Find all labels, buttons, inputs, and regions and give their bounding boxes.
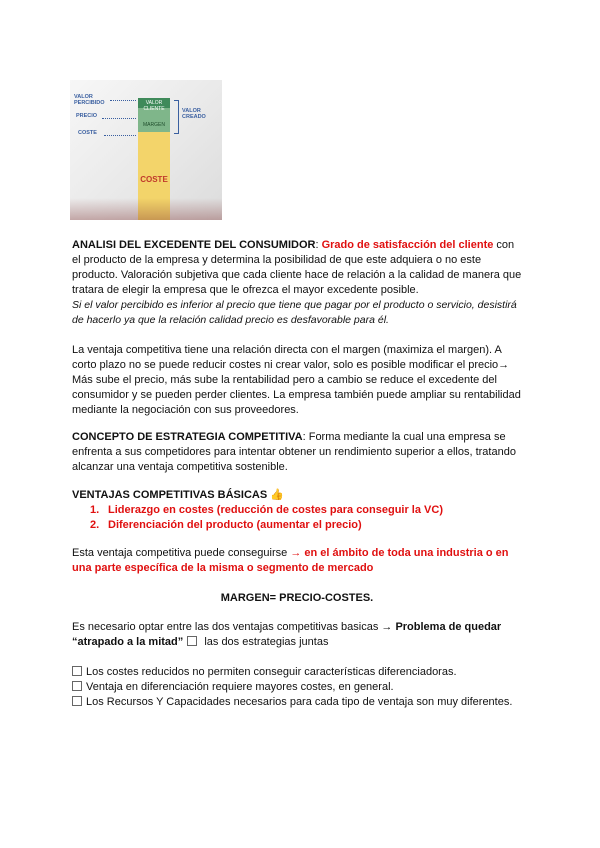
photo-shadow xyxy=(70,198,222,220)
valor-percibido-label: VALOR PERCIBIDO xyxy=(74,94,105,106)
bullet-item xyxy=(72,695,522,710)
precio-label: PRECIO xyxy=(76,113,98,119)
dotted-leader xyxy=(102,118,136,119)
highlight-text: Grado de satisfacción del cliente xyxy=(321,239,494,251)
body-text: Es necesario optar entre las dos ventajas competitivas basicas → xyxy=(72,621,396,633)
list-text: Diferenciación del producto (aumentar el precio) xyxy=(108,519,362,531)
ventajas-list xyxy=(90,503,510,533)
margen-paragraph xyxy=(72,343,522,418)
bar-coste-label: COSTE xyxy=(140,175,168,184)
bullet-item xyxy=(72,680,522,695)
italic-note: Si el valor percibido es inferior al precio que tiene que pagar por el producto o servicio, desistirá de hacerlo ya que la relación calidad precio es desfavorable para él. xyxy=(72,299,517,326)
colon: : xyxy=(315,239,322,251)
ventajas-heading xyxy=(72,488,522,503)
checkbox-glyph-icon xyxy=(72,681,82,691)
dotted-leader xyxy=(104,135,136,136)
margen-formula: MARGEN= PRECIO-COSTES. xyxy=(220,592,374,604)
excedente-paragraph xyxy=(72,238,522,328)
bold-text: Problema de quedar “atrapado a la mitad” xyxy=(72,621,502,648)
atrapado-paragraph xyxy=(72,620,522,650)
body-text: Esta ventaja competitiva puede conseguirse xyxy=(72,547,291,559)
bar-margen-label: MARGEN xyxy=(143,122,165,128)
body-text: La ventaja competitiva tiene una relación directa con el margen (maximiza el margen). A corto plazo no se puede reducir costes ni crear valor, solo es posible modificar el precio→ Más sube el precio, más sube la rentabilidad pero a cambio se reduce el excedente del consumidor y se pueden perder clientes. La empresa también puede ampliar su rentabilidad mediante la negociación con sus proveedores. xyxy=(72,344,521,416)
bullet-text: Ventaja en diferenciación requiere mayores costes, en general. xyxy=(86,681,394,693)
highlight-text: → en el ámbito de toda una industria o en una parte específica de la misma o segmento de mercado xyxy=(72,547,509,574)
section-heading: ANALISI DEL EXCEDENTE DEL CONSUMIDOR xyxy=(72,239,316,251)
checkbox-glyph-icon xyxy=(72,666,82,676)
body-text: las dos estrategias juntas xyxy=(201,636,329,648)
section-heading: VENTAJAS COMPETITIVAS BÁSICAS 👍 xyxy=(72,489,284,501)
list-number: 2. xyxy=(90,519,100,531)
section-heading: CONCEPTO DE ESTRATEGIA COMPETITIVA xyxy=(72,431,303,443)
body-text: con el producto de la empresa y determina la posibilidad de que este adquiera o no este producto. Valoración subjetiva que cada cliente hace de relación a la calidad de manera que tratara de elegir la empresa que le ofrezca el mayor excedente posible. xyxy=(72,239,522,296)
bullet-text: Los costes reducidos no permiten conseguir características diferenciadoras. xyxy=(86,666,457,678)
brace xyxy=(174,100,179,134)
estrategia-paragraph xyxy=(72,430,522,475)
list-number: 1. xyxy=(90,504,100,516)
bullet-list xyxy=(72,665,522,710)
body-text: : Forma mediante la cual una empresa se enfrenta a sus competidores para intentar obtener un rendimiento superior a ellos, tratando alcanzar una ventaja competitiva sostenible. xyxy=(72,431,516,473)
bullet-item xyxy=(72,665,522,680)
list-item xyxy=(90,503,510,518)
dotted-leader xyxy=(110,100,136,101)
bullet-text: Los Recursos Y Capacidades necesarios para cada tipo de ventaja son muy diferentes. xyxy=(86,696,513,708)
list-item xyxy=(90,518,510,533)
valor-creado-label: VALOR CREADO xyxy=(182,108,206,120)
checkbox-glyph-icon xyxy=(187,636,197,646)
list-text: Liderazgo en costes (reducción de costes para conseguir la VC) xyxy=(108,504,443,516)
ambito-paragraph xyxy=(72,546,522,576)
bar-top-label: VALOR CLIENTE xyxy=(143,100,165,112)
coste-label: COSTE xyxy=(78,130,97,136)
value-diagram-photo xyxy=(70,80,222,220)
checkbox-glyph-icon xyxy=(72,696,82,706)
